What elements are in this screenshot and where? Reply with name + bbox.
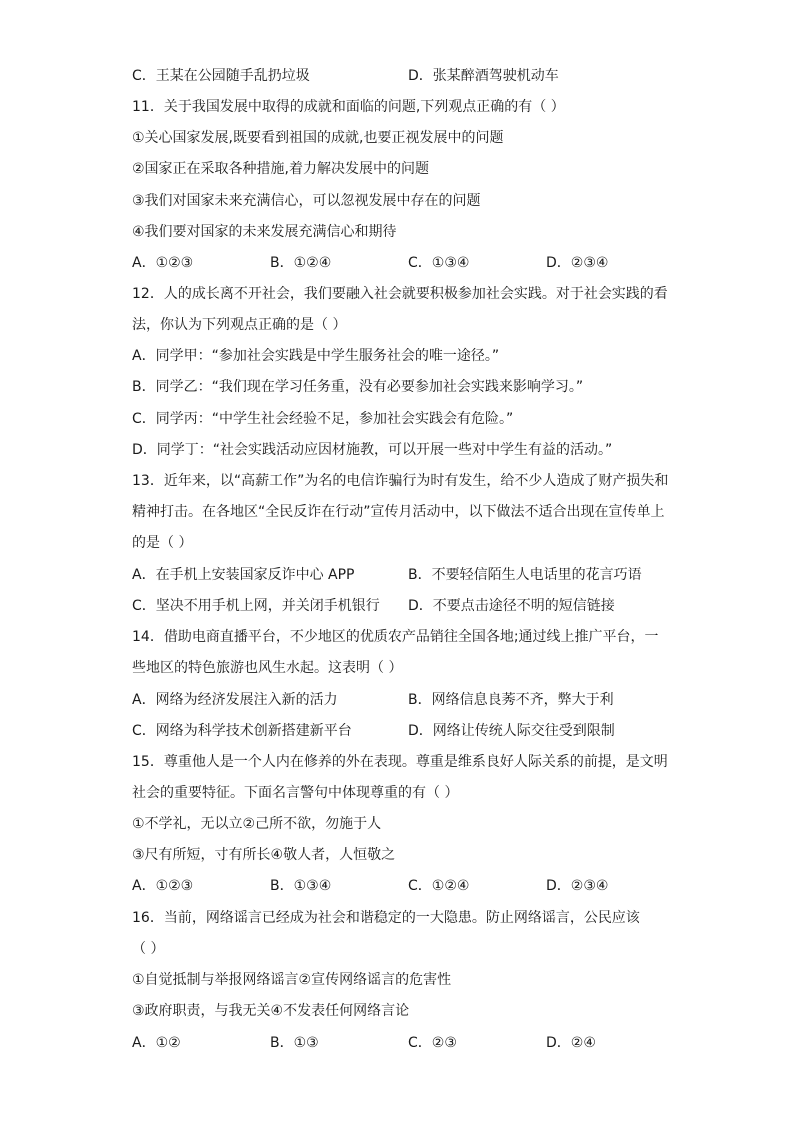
- q13-option-c: C．坚决不用手机上网，并关闭手机银行: [132, 598, 380, 614]
- q14-option-b: B．网络信息良莠不齐，弊大于利: [408, 692, 614, 708]
- q16-option-d: D．②④: [546, 1035, 596, 1051]
- q14-stem-line-2: 些地区的特色旅游也风生水起。这表明（ ）: [132, 660, 403, 676]
- q11-item-2: ②国家正在采取各种措施,着力解决发展中的问题: [132, 161, 429, 177]
- q14-option-d: D．网络让传统人际交往受到限制: [408, 723, 615, 739]
- q11-option-a: A．①②③: [132, 255, 194, 271]
- q12-stem-line-1: 12．人的成长离不开社会，我们要融入社会就要积极参加社会实践。对于社会实践的看: [132, 286, 668, 302]
- q16-option-c: C．②③: [408, 1035, 457, 1051]
- q13-option-a: A．在手机上安装国家反诈中心 APP: [132, 567, 355, 583]
- q15-option-d: D．②③④: [546, 878, 609, 894]
- q10-option-d: D．张某醉酒驾驶机动车: [408, 68, 559, 84]
- q16-stem-line-1: 16．当前，网络谣言已经成为社会和谐稳定的一大隐患。防止网络谣言，公民应该: [132, 910, 640, 926]
- q10-option-c: C．王某在公园随手乱扔垃圾: [132, 68, 310, 84]
- q15-stem-line-1: 15．尊重他人是一个人内在修养的外在表现。尊重是维系良好人际关系的前提，是文明: [132, 754, 668, 770]
- q12-option-a: A．同学甲：“参加社会实践是中学生服务社会的唯一途径。”: [132, 348, 500, 364]
- q14-option-c: C．网络为科学技术创新搭建新平台: [132, 723, 352, 739]
- q11-item-4: ④我们要对国家的未来发展充满信心和期待: [132, 224, 397, 240]
- q15-item-line-1: ①不学礼，无以立②己所不欲，勿施于人: [132, 816, 382, 832]
- q16-item-line-1: ①自觉抵制与举报网络谣言②宣传网络谣言的危害性: [132, 972, 452, 988]
- q13-stem-line-3: 的是（ ）: [132, 535, 193, 551]
- q15-option-b: B．①③④: [270, 878, 332, 894]
- q12-option-b: B．同学乙：“我们现在学习任务重，没有必要参加社会实践来影响学习。”: [132, 379, 584, 395]
- q13-stem-line-2: 精神打击。在各地区“全民反诈在行动”宣传月活动中，以下做法不适合出现在宣传单上: [132, 504, 665, 520]
- q11-option-b: B．①②④: [270, 255, 332, 271]
- q11-option-d: D．②③④: [546, 255, 609, 271]
- q13-option-d: D．不要点击途径不明的短信链接: [408, 598, 615, 614]
- q14-option-a: A．网络为经济发展注入新的活力: [132, 692, 338, 708]
- q11-stem: 11．关于我国发展中取得的成就和面临的问题,下列观点正确的有（ ）: [132, 99, 565, 115]
- q16-item-line-2: ③政府职责，与我无关④不发表任何网络言论: [132, 1003, 410, 1019]
- q12-option-c: C．同学丙：“中学生社会经验不足，参加社会实践会有危险。”: [132, 411, 514, 427]
- q16-option-a: A．①②: [132, 1035, 181, 1051]
- q16-stem-line-2: （ ）: [132, 941, 165, 957]
- q15-stem-line-2: 社会的重要特征。下面名言警句中体现尊重的有（ ）: [132, 785, 459, 801]
- q15-option-c: C．①②④: [408, 878, 470, 894]
- q15-item-line-2: ③尺有所短，寸有所长④敬人者，人恒敬之: [132, 847, 396, 863]
- q13-option-b: B．不要轻信陌生人电话里的花言巧语: [408, 567, 642, 583]
- q16-option-b: B．①③: [270, 1035, 319, 1051]
- q11-option-c: C．①③④: [408, 255, 470, 271]
- q14-stem-line-1: 14．借助电商直播平台，不少地区的优质农产品销往全国各地;通过线上推广平台，一: [132, 629, 659, 645]
- q12-option-d: D．同学丁：“社会实践活动应因材施教，可以开展一些对中学生有益的活动。”: [132, 442, 613, 458]
- q12-stem-line-2: 法，你认为下列观点正确的是（ ）: [132, 317, 347, 333]
- q11-item-1: ①关心国家发展,既要看到祖国的成就,也要正视发展中的问题: [132, 130, 504, 146]
- q13-stem-line-1: 13．近年来，以“高薪工作”为名的电信诈骗行为时有发生，给不少人造成了财产损失和: [132, 473, 669, 489]
- q11-item-3: ③我们对国家未来充满信心，可以忽视发展中存在的问题: [132, 193, 481, 209]
- q15-option-a: A．①②③: [132, 878, 194, 894]
